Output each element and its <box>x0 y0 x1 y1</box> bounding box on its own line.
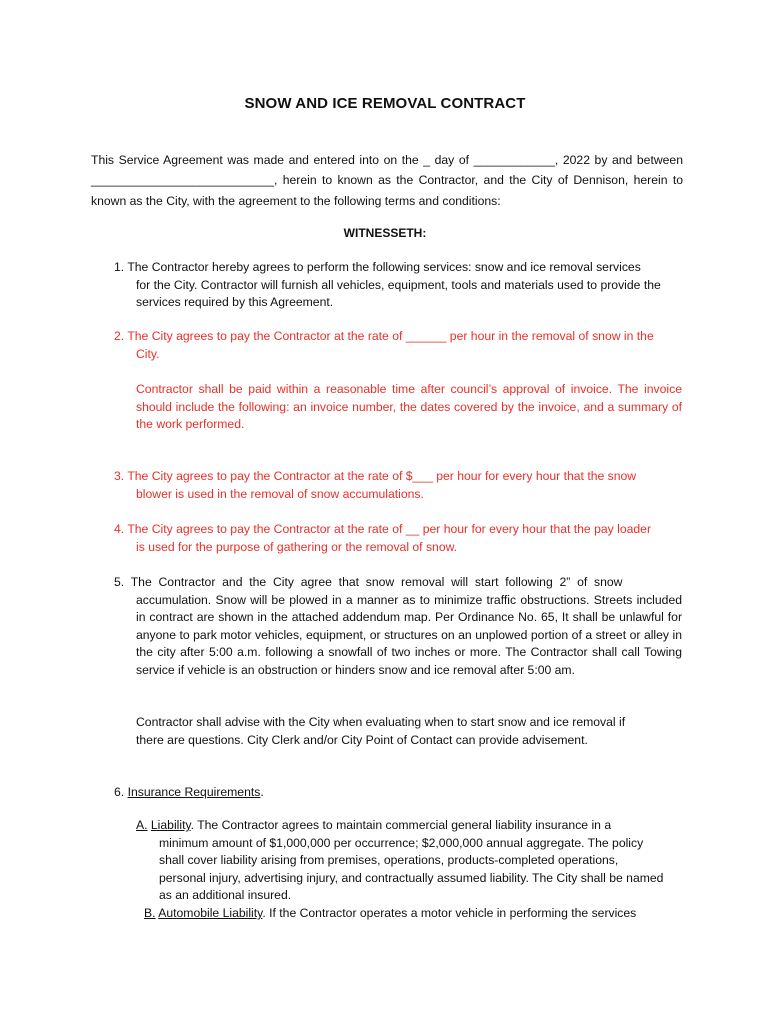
subclause-b-first-line: . If the Contractor operates a motor vehicle in performing the services <box>262 906 637 920</box>
clause-2-payment-paragraph: Contractor shall be paid within a reasonable time after council’s approval of invoice. The invoice should include the following: an invoice number, the dates covered by the invoice, and a summary of the work performed. <box>136 382 682 432</box>
clause-5-first-line: 5. The Contractor and the City agree that snow removal will start following 2” of snow <box>114 575 623 589</box>
subclause-b-letter: B. <box>144 906 156 920</box>
clause-3-first-line: 3. The City agrees to pay the Contractor at the rate of $___ per hour for every hour that the snow <box>114 469 637 483</box>
clause-2-body: City. <box>136 346 160 361</box>
subclause-a-body: minimum amount of $1,000,000 per occurrence; $2,000,000 annual aggregate. The policy shall cover liability arising from premises, operations, products-completed operations, personal injury, advertising injury, and contractually assumed liability. The City shall be named as an additional insured. <box>159 835 664 903</box>
document-title: SNOW AND ICE REMOVAL CONTRACT <box>244 95 526 112</box>
clause-1-first-line: 1. The Contractor hereby agrees to perform the following services: snow and ice removal services <box>114 260 641 274</box>
subclause-a-first-line: . The Contractor agrees to maintain commercial general liability insurance in a <box>190 818 612 832</box>
clause-5 <box>114 574 684 680</box>
subclause-a-letter: A. <box>136 818 148 832</box>
clause-3-body: blower is used in the removal of snow accumulations. <box>136 486 424 501</box>
insurance-requirements-heading: Insurance Requirements <box>127 785 261 799</box>
clause-3 <box>114 468 686 503</box>
subclause-b <box>144 905 674 923</box>
clause-1-body: for the City. Contractor will furnish all vehicles, equipment, tools and materials used to provide the services required by this Agreement. <box>136 277 661 310</box>
clause-1 <box>114 259 684 312</box>
clause-4-body: is used for the purpose of gathering or the removal of snow. <box>136 539 458 554</box>
clause-2-first-line: 2. The City agrees to pay the Contractor at the rate of ______ per hour in the removal of snow in the <box>114 329 654 343</box>
witnesseth-heading: WITNESSETH: <box>343 226 427 240</box>
clause-6-heading <box>114 784 674 802</box>
automobile-liability-heading: Automobile Liability <box>158 906 263 920</box>
clause-5-advisement-paragraph: Contractor shall advise with the City when evaluating when to start snow and ice removal if there are questions. City Clerk and/or City Point of Contact can provide advisement. <box>136 715 626 747</box>
clause-4-first-line: 4. The City agrees to pay the Contractor at the rate of __ per hour for every hour that the pay loader <box>114 522 652 536</box>
liability-heading: Liability <box>150 818 191 832</box>
clause-2 <box>114 328 686 363</box>
clause-5-body: accumulation. Snow will be plowed in a manner as to minimize traffic obstructions. Streets included in contract are shown in the attached addendum map. Per Ordinance No. 65, It shall be unlawful for anyone to park motor vehicles, equipment, or structures on an unplowed portion of a street or alley in the city after 5:00 a.m. following a snowfall of two inches or more. The Contractor shall call Towing service if vehicle is an obstruction or hinders snow and ice removal after 5:00 am. <box>136 592 682 677</box>
intro-paragraph: This Service Agreement was made and entered into on the _ day of ____________, 2022 by and between ___________________________, herein to known as the Contractor, and the City of Dennison, herein to known as the City, with the agreement to the following terms and conditions: <box>91 153 683 208</box>
clause-4 <box>114 521 686 556</box>
clause-6-number: 6. <box>114 785 128 799</box>
subclause-a <box>136 817 666 905</box>
clause-6-period: . <box>260 785 264 799</box>
